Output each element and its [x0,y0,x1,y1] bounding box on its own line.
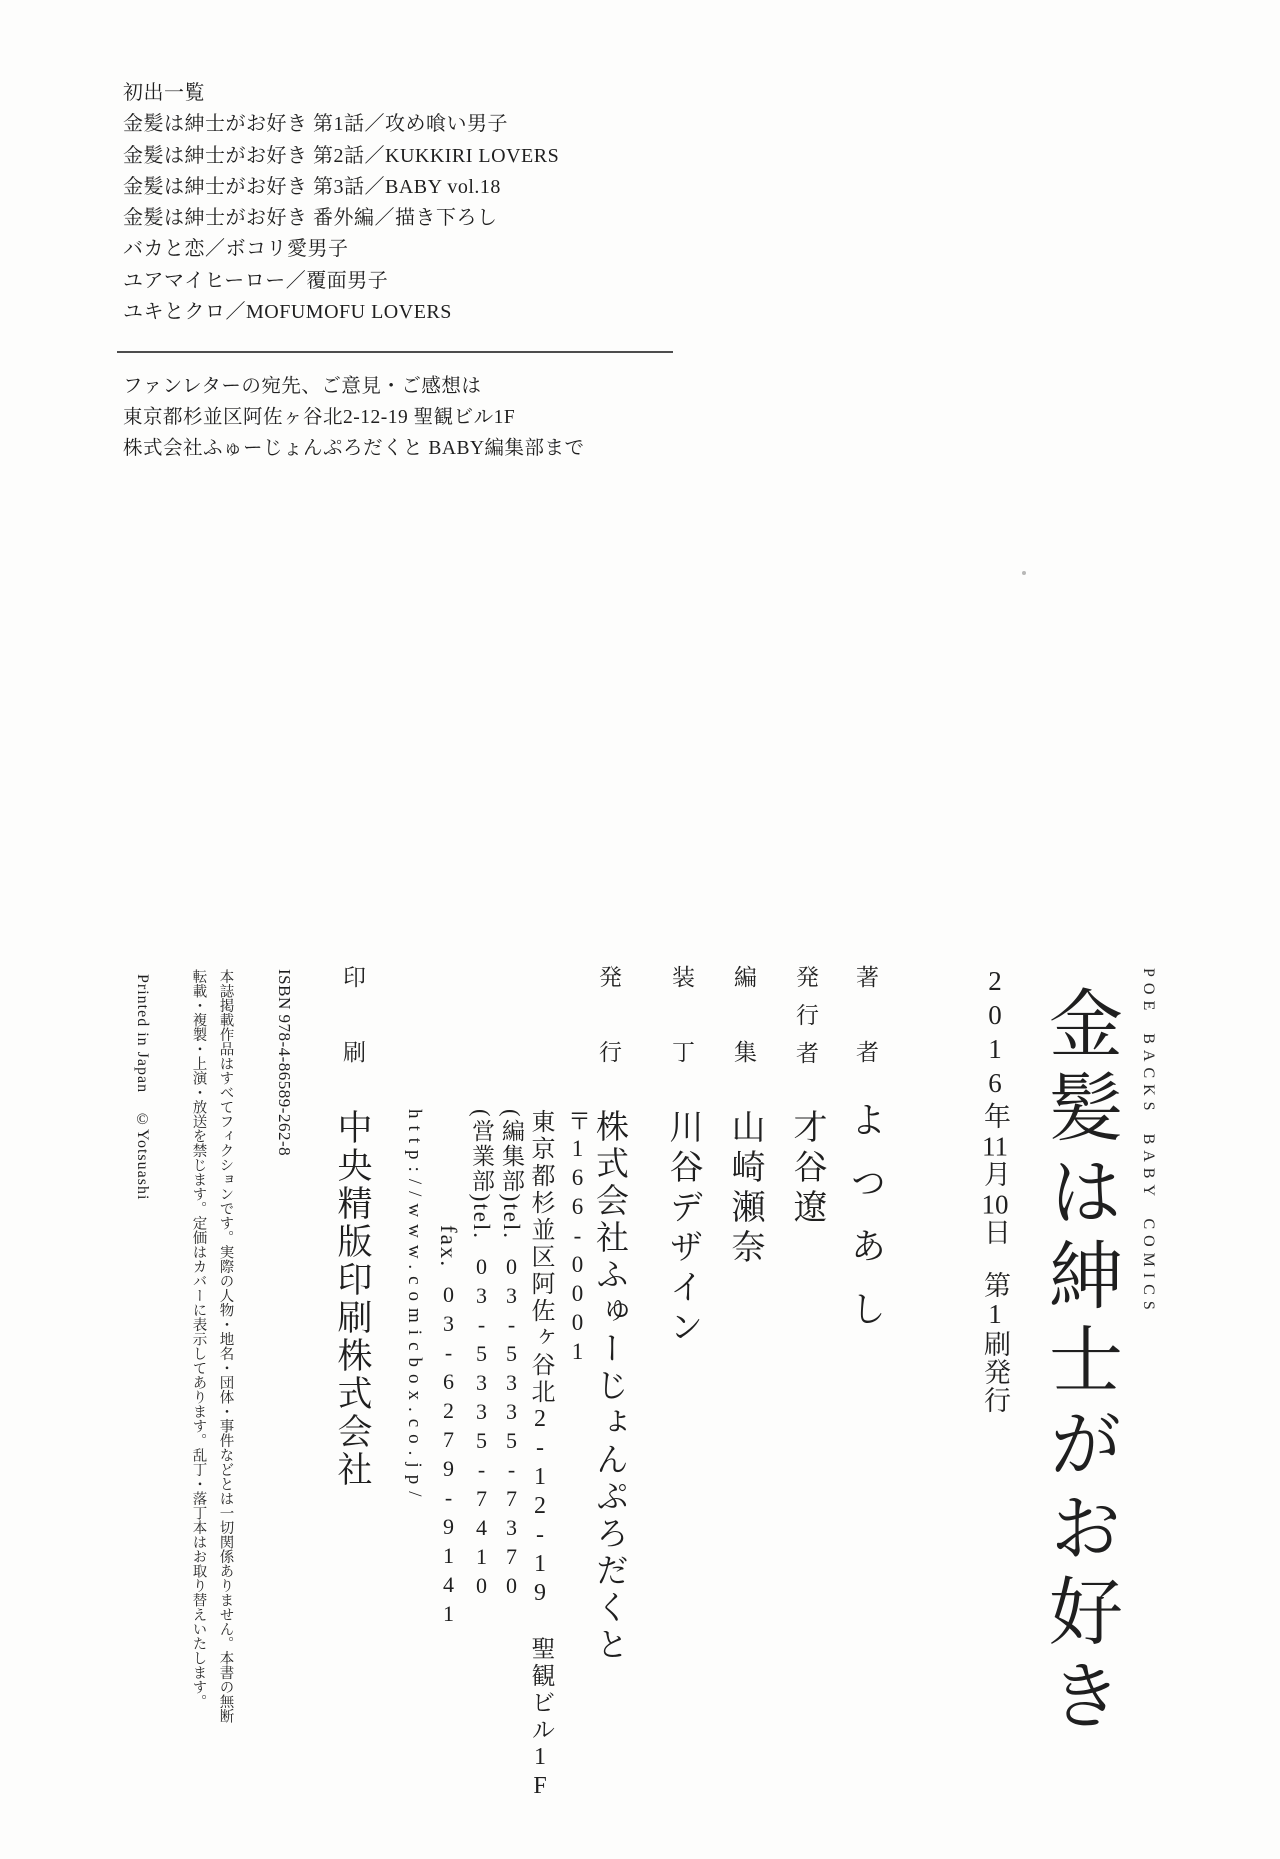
book-title: 金髪は紳士がお好き [1038,985,1120,1741]
isbn-number: ISBN 978-4-86589-262-8 [275,969,294,1157]
edition-note: 第1刷発行 [980,1271,1010,1414]
credit-role-editor: 編集 [731,965,756,1115]
credit-role-publisher: 発行者 [793,965,818,1079]
publisher-address: 東京都杉並区阿佐ヶ谷北2-12-19 聖観ビル1F [527,1109,553,1802]
fan-letter-line: 東京都杉並区阿佐ヶ谷北2-12-19 聖観ビル1F [123,407,516,428]
credit-role-design: 装丁 [669,965,694,1115]
credit-name-printing: 中央精版印刷株式会社 [333,1109,372,1489]
credit-role-publishing-company: 発行 [596,965,621,1115]
publication-entry: バカと恋／ボコリ愛男子 [123,238,349,261]
copyright-notice: ©Yotsuashi [134,1111,151,1201]
scan-speck [1022,571,1026,575]
publication-entry: 金髪は紳士がお好き 第2話／KUKKIRI LOVERS [123,144,560,167]
date-day-unit: 日 [980,1218,1010,1249]
credit-name-publishing-company: 株式会社ふゅーじょんぷろだくと [591,1109,627,1664]
disclaimer-column-2: 転載・複製・上演・放送を禁じます。定価はカバーに表示してあります。乱丁・落丁本はお取り替えいたします。 [190,969,207,1709]
publication-date [981,966,1008,1414]
printed-in-label: Printed in Japan [134,974,151,1094]
publication-entry: ユアマイヒーロー／覆面男子 [123,269,389,292]
first-publication-heading: 初出一覧 [123,82,205,104]
tel-editorial-label: (編集部)tel. [499,1109,524,1248]
tel-editorial-number: 03-5335-7370 [499,1253,524,1602]
series-leader: POE BACKS BABY COMICS [1140,968,1157,1316]
publication-entry: ユキとクロ／MOFUMOFU LOVERS [123,301,452,324]
publisher-url: http://www.comicbox.co.jp/ [404,1109,425,1504]
tel-sales-number: 03-5335-7410 [469,1253,494,1602]
publisher-postal-code: 〒166-0001 [565,1109,590,1368]
credit-name-publisher: 才谷遼 [788,1109,825,1229]
fan-letter-line: ファンレターの宛先、ご意見・ご感想は [123,376,482,397]
date-month: 11 [982,1133,1008,1160]
publication-entry: 金髪は紳士がお好き 第1話／攻め喰い男子 [123,113,508,136]
printed-in-japan [134,974,150,1201]
tel-editorial-column [500,1109,523,1602]
publication-entry: 金髪は紳士がお好き 番外編／描き下ろし [123,207,498,230]
credit-name-editor: 山崎瀬奈 [726,1109,763,1269]
tel-sales-column [470,1109,493,1602]
credit-role-author: 著者 [853,965,878,1115]
credit-name-author: よつあし [846,1101,886,1353]
fax-label: fax. [436,1225,461,1276]
divider-rule [117,351,673,353]
credit-role-printing: 印刷 [340,965,365,1115]
disclaimer-column-1: 本誌掲載作品はすべてフィクションです。実際の人物・地名・団体・事件などとは一切関係ありません。本書の無断 [217,969,234,1723]
fax-number: 03-6279-9141 [436,1281,461,1630]
publication-entry: 金髪は紳士がお好き 第3話／BABY vol.18 [123,175,501,198]
date-year: 2016 [980,966,1010,1102]
fax-column [437,1225,460,1630]
credit-name-design: 川谷デザイン [664,1109,701,1349]
fan-letter-line: 株式会社ふゅーじょんぷろだくと BABY編集部まで [123,438,585,459]
fan-letter-note [123,371,585,464]
date-year-unit: 年 [980,1102,1010,1133]
date-month-unit: 月 [980,1160,1010,1191]
date-day: 10 [981,1191,1009,1218]
tel-sales-label: (営業部)tel. [469,1109,494,1248]
first-publication-list [123,78,559,328]
